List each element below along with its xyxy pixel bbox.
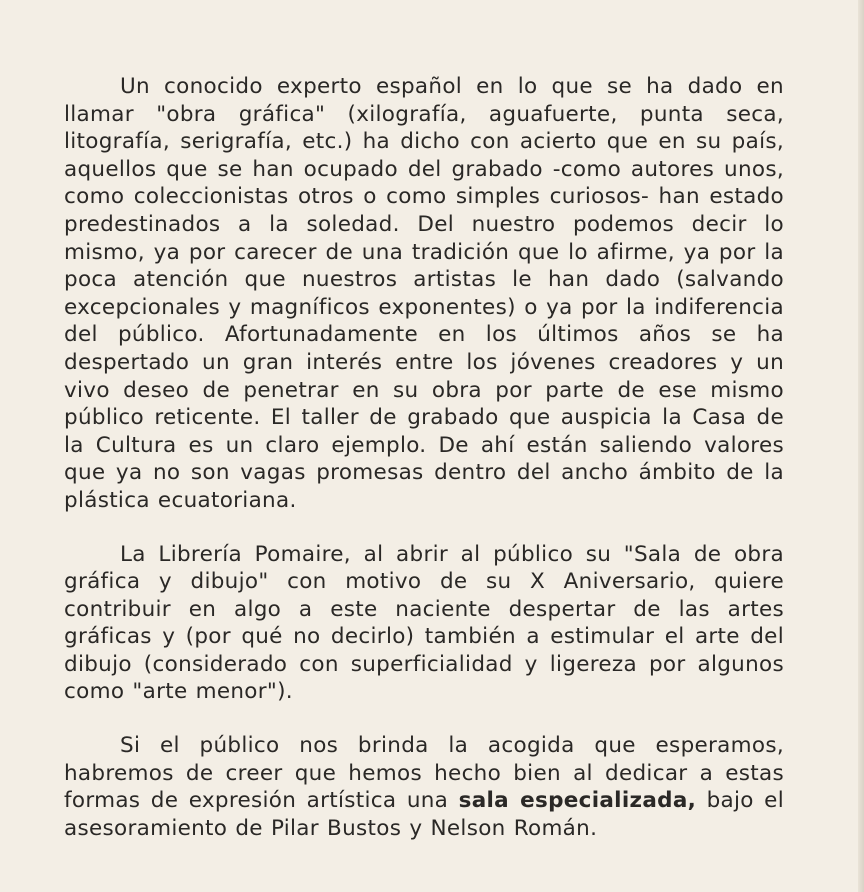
- paragraph-3-text-end: bajo el asesoramiento de Pilar Bustos y Nelson Román.: [64, 788, 784, 841]
- paragraph-3: [64, 732, 784, 842]
- document-body: [64, 73, 784, 842]
- paragraph-3-text-start: Si el público nos brinda la acogida que esperamos, habremos de creer que hemos hecho bien al dedicar a estas formas de expresión artística una: [64, 733, 784, 814]
- paragraph-1: Un conocido experto español en lo que se ha dado en llamar "obra gráfica" (xilografía, aguafuerte, punta seca, litografía, serigrafía, etc.) ha dicho con acierto que en su país, aquellos que se han ocupado del grabado -como autores unos, como coleccionistas otros o como simples curiosos- han estado predestinados a la soledad. Del nuestro podemos decir lo mismo, ya por carecer de una tradición que lo afirme, ya por la poca atención que nuestros artistas le han dado (salvando excepcionales y magníficos exponentes) o ya por la indiferencia del público. Afortunadamente en los últimos años se ha despertado un gran interés entre los jóvenes creadores y un vivo deseo de penetrar en su obra por parte de ese mismo público reticente. El taller de grabado que auspicia la Casa de la Cultura es un claro ejemplo. De ahí están saliendo valores que ya no son vagas promesas dentro del ancho ámbito de la plástica ecuatoriana.: [64, 74, 784, 513]
- page-edge-shadow: [858, 0, 864, 892]
- paragraph-2: La Librería Pomaire, al abrir al público su "Sala de obra gráfica y dibujo" con motivo de su X Aniversario, quiere contribuir en algo a este naciente despertar de las artes gráficas y (por qué no decirlo) también a estimular el arte del dibujo (considerado con superficialidad y ligereza por algunos como "arte menor").: [64, 541, 784, 705]
- emphasis-sala-especializada: sala especializada,: [458, 788, 697, 814]
